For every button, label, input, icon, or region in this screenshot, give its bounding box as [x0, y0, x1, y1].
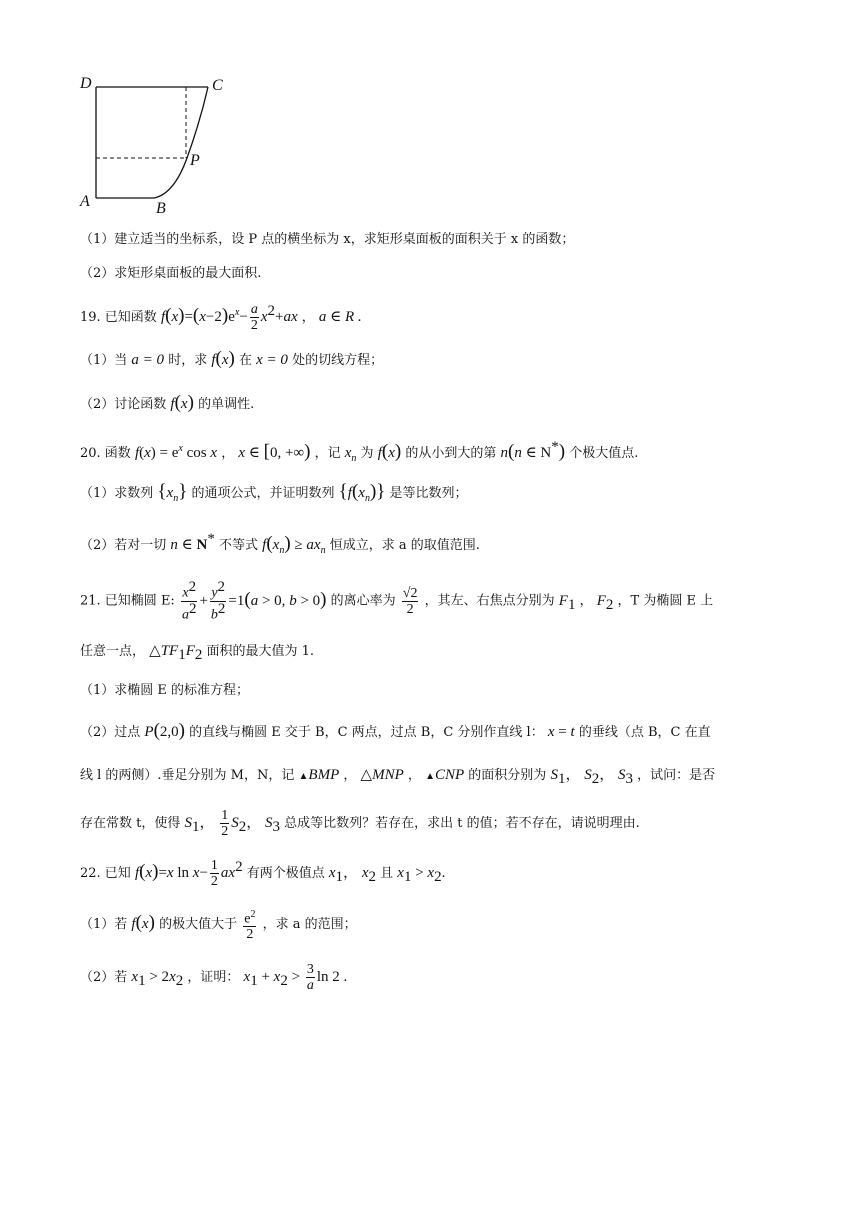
q20-p2-ineq: $f(x_n) \ge ax_n$: [262, 533, 326, 556]
q21-line-l: x = t: [547, 724, 575, 740]
q19-p1-point: x = 0: [256, 352, 288, 368]
q20-part2: [80, 528, 780, 562]
q21-sequence: $S_1$， $\frac{1}{2}$ $S_2$， $S_3$: [184, 808, 281, 840]
q19-part1: [80, 348, 780, 372]
label-d: D: [80, 75, 92, 92]
q21-stem: [80, 579, 780, 623]
q19-p2-suffix: 的单调性.: [198, 397, 255, 412]
q21-line2-suffix: 面积的最大值为 1.: [206, 644, 315, 659]
q20-p1-mid: 的通项公式，并证明数列: [191, 486, 335, 501]
q20-stem: [80, 436, 780, 470]
q21-ellipse-eq: $\frac{x^2}{a^2}$ + $\frac{y^2}{b^2}$ =1(a > 0, b > 0): [181, 579, 327, 623]
label-p: P: [190, 152, 200, 169]
q22-p1-bound: $\frac{e^2}{2}$: [244, 908, 256, 943]
q21-p2-mid1: 的直线与椭圆 E 交于 B，C 两点，过点 B，C 分别作直线 l：: [189, 725, 544, 740]
q21-mid2: ，其左、右焦点分别为: [424, 593, 555, 609]
q18-part2: （2）求矩形桌面板的最大面积.: [80, 266, 262, 281]
q19-stem: [80, 297, 780, 334]
q19-p1-suffix: 处的切线方程；: [292, 353, 384, 368]
q21-eccentricity: $\frac{√2}{2}$: [402, 585, 418, 617]
q20-p1-seq2: $\{f(x_n)\}$: [338, 481, 386, 504]
curve-bp: [154, 87, 208, 198]
q20-p1-prefix: （1）求数列: [80, 486, 154, 501]
q22-stem: [80, 852, 780, 890]
q21-p2-l2-mid2: ，: [407, 768, 421, 783]
q20-p2-n: n ∈ N*: [170, 531, 215, 553]
q20-function: $f(x) = e^x$ cos x: [134, 443, 218, 461]
q20-p1-seq1: $\{x_n\}$: [157, 481, 188, 504]
q22-x1x2: $x_1$， $x_2$: [328, 865, 376, 885]
q21-part2-line3: [80, 806, 780, 840]
q21-f2: $F_2$: [596, 592, 614, 613]
q20-p2-suffix: 恒成立，求 a 的取值范围.: [329, 538, 480, 553]
q20-mid3: 为: [360, 446, 374, 461]
q19-domain: a ∈ R .: [318, 309, 362, 325]
q20-fx: f(x): [377, 441, 402, 462]
q20-p1-suffix: 是等比数列；: [389, 486, 468, 501]
q21-part1: （1）求椭圆 E 的标准方程；: [80, 683, 250, 698]
q22-function: f(x)=x ln x− $\frac{1}{2}$ $ax^2$: [134, 858, 243, 890]
q21-prefix: 21. 已知椭圆 E:: [80, 593, 175, 609]
q19-function: $f(x)=(x-2)e^x-$ $\frac{a}{2}$ $x^2+ax$: [160, 302, 298, 334]
q21-mnp: △MNP: [360, 767, 404, 783]
q19-prefix: 19. 已知函数: [80, 310, 157, 325]
q21-p2-l3-suffix: 总成等比数列？若存在，求出 t 的值；若不存在，请说明理由.: [284, 816, 640, 831]
label-a: A: [80, 193, 90, 210]
q20-p2-mid: 不等式: [219, 538, 259, 553]
q22-prefix: 22. 已知: [80, 866, 131, 881]
q21-mid3: ，: [579, 593, 593, 609]
q20-mid4: 的从小到大的第: [405, 446, 497, 461]
q20-domain: x ∈ [0, +∞): [238, 441, 311, 462]
q21-mid4: ，T 为椭圆 E 上: [617, 593, 714, 609]
q20-p2-prefix: （2）若对一切: [80, 538, 167, 553]
q22-p1-prefix: （1）若: [80, 917, 128, 932]
q22-mid1: 有两个极值点: [246, 866, 325, 881]
q22-p2-mid: ，证明：: [187, 970, 240, 985]
q22-p2-claim: $x_1 + x_2$ > $\frac{3}{a}$ ln 2 .: [243, 962, 348, 994]
label-c: C: [212, 77, 223, 94]
q21-line2: [80, 640, 780, 666]
q19-p1-mid2: 在: [238, 353, 252, 368]
q22-part1: [80, 906, 780, 943]
q21-triangle: $\triangle TF_1F_2$: [149, 643, 203, 663]
q21-line2-prefix: 任意一点，: [80, 644, 146, 659]
q21-f1: $F_1$: [558, 592, 576, 613]
q22-part2: [80, 960, 780, 994]
q21-p2-l2-prefix: 线 l 的两侧）.垂足分别为 M，N，记: [80, 768, 295, 783]
q22-p2-prefix: （2）若: [80, 970, 128, 985]
table-figure: [74, 70, 244, 220]
q19-p1-mid1: 时，求: [168, 353, 208, 368]
q19-p1-fx: f(x): [211, 348, 235, 369]
q19-part2: [80, 392, 780, 416]
q21-areas: $S_1$， $S_2$， $S_3$: [550, 767, 633, 787]
q21-p2-prefix: （2）过点: [80, 725, 141, 740]
q18-part1: （1）建立适当的坐标系，设 P 点的横坐标为 x，求矩形桌面板的面积关于 x 的函数；: [80, 232, 575, 247]
q20-suffix: 个极大值点.: [569, 446, 639, 461]
q21-cnp: ▲CNP: [425, 767, 465, 783]
q20-prefix: 20. 函数: [80, 446, 131, 461]
q21-part2-line2: [80, 764, 780, 790]
q19-comma: ，: [301, 310, 315, 325]
q21-point-p: P(2,0): [144, 720, 185, 741]
q19-p1-prefix: （1）当: [80, 353, 128, 368]
q21-p2-l2-suffix: ，试问：是否: [637, 768, 716, 783]
q22-p1-suffix: ，求 a 的范围；: [262, 917, 357, 932]
q20-part1: [80, 481, 780, 510]
q22-p2-cond: $x_1 > 2x_2$: [131, 969, 184, 989]
q21-mid1: 的离心率为: [330, 593, 396, 609]
q19-p2-fx: f(x): [170, 392, 194, 413]
q19-p2-prefix: （2）讨论函数: [80, 397, 167, 412]
q21-bmp: ▲BMP: [298, 767, 340, 783]
q21-p2-l3-prefix: 存在常数 t，使得: [80, 816, 181, 831]
q19-p1-cond: a = 0: [131, 352, 165, 368]
q20-xn: $x_n$: [344, 445, 357, 464]
q21-part2-line1: [80, 718, 780, 744]
q22-mid2: 且: [380, 866, 394, 881]
q20-mid1: ，: [221, 446, 235, 461]
q22-p1-mid: 的极大值大于: [159, 917, 238, 932]
q20-n: n(n ∈ N*): [500, 439, 566, 462]
q21-p2-suffix: 的垂线（点 B，C 在直: [578, 725, 711, 740]
q21-p2-l2-mid1: ，: [343, 768, 357, 783]
q21-p2-l2-mid3: 的面积分别为: [468, 768, 547, 783]
q20-mid2: ，记: [314, 446, 341, 461]
q22-p1-fx: f(x): [131, 912, 155, 933]
q22-cond: $x_1 > x_2$.: [397, 865, 446, 885]
label-b: B: [156, 200, 166, 217]
